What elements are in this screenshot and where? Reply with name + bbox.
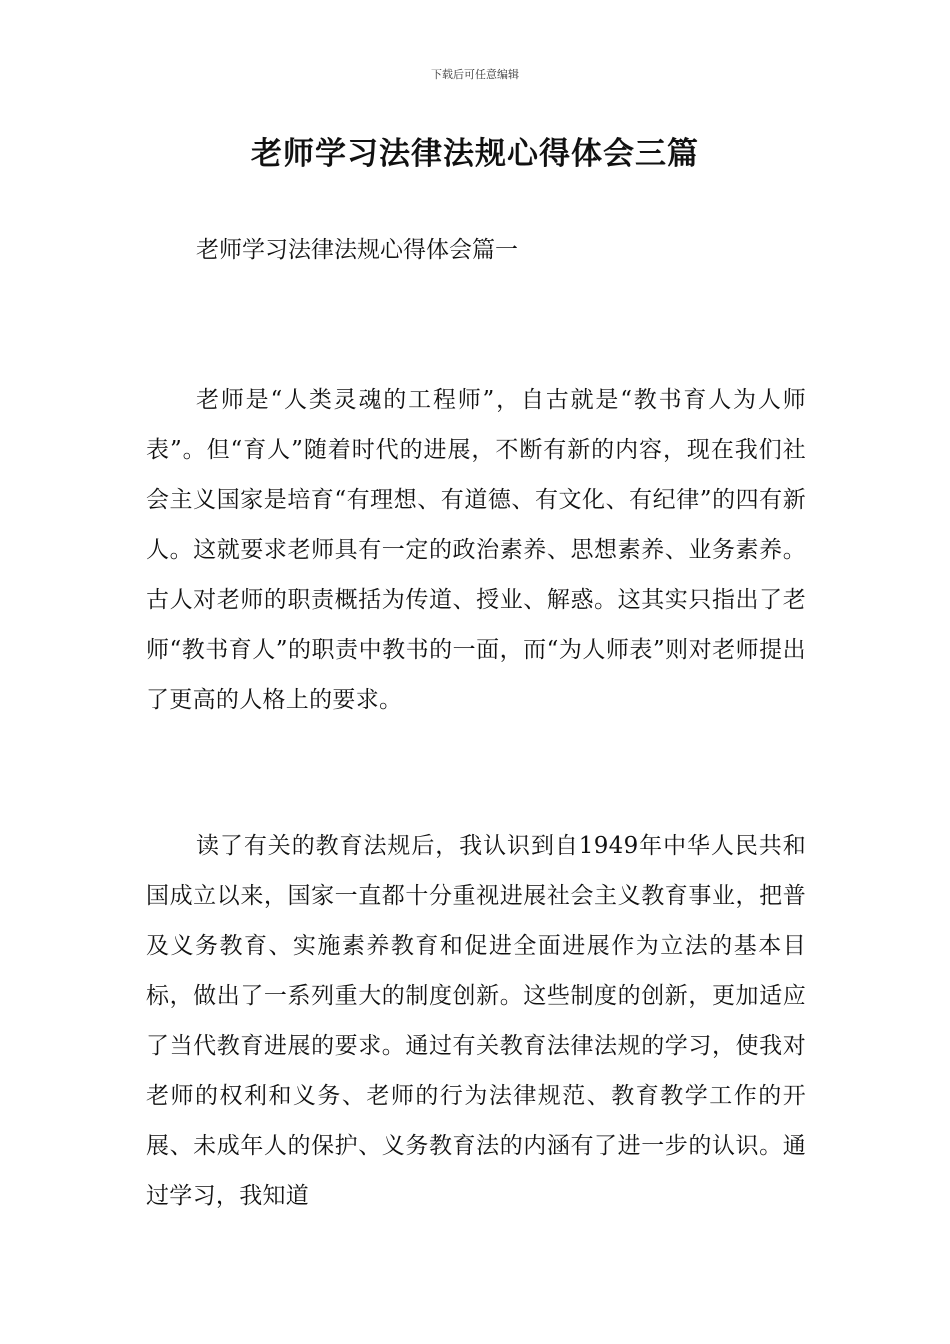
section-heading: 老师学习法律法规心得体会篇一 — [196, 237, 518, 263]
paragraph-1: 老师是“人类灵魂的工程师”，自古就是“教书育人为人师表”。但“育人”随着时代的进展，不断有新的内容，现在我们社会主义国家是培育“有理想、有道德、有文化、有纪律”的四有新人。这就要求老师具有一定的政治素养、思想素养、业务素养。古人对老师的职责概括为传道、授业、解惑。这其实只指出了老师“教书育人”的职责中教书的一面，而“为人师表”则对老师提出了更高的人格上的要求。 — [146, 387, 806, 713]
paragraph-2: 读了有关的教育法规后，我认识到自1949年中华人民共和国成立以来，国家一直都十分重视进展社会主义教育事业，把普及义务教育、实施素养教育和促进全面进展作为立法的基本目标，做出了一系列重大的制度创新。这些制度的创新，更加适应了当代教育进展的要求。通过有关教育法律法规的学习，使我对老师的权利和义务、老师的行为法律规范、教育教学工作的开展、未成年人的保护、义务教育法的内涵有了进一步的认识。通过学习，我知道 — [146, 833, 806, 1209]
document-title: 老师学习法律法规心得体会三篇 — [251, 136, 699, 172]
header-note: 下载后可任意编辑 — [431, 68, 519, 81]
